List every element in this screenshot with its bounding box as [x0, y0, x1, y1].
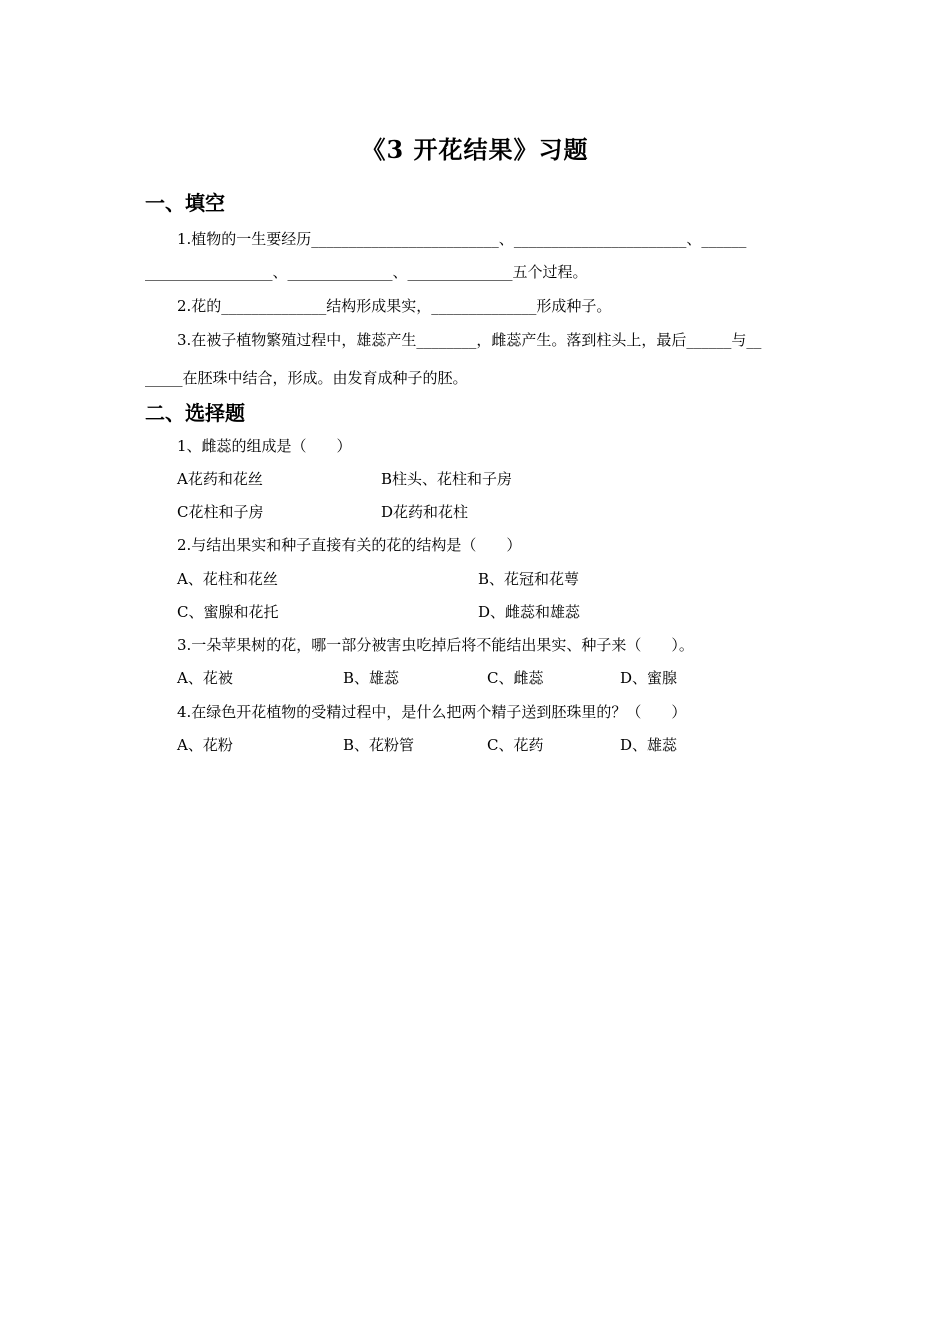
choice-question-1-option-c: C花柱和子房 [177, 503, 264, 521]
choice-question-3-stem: 3.一朵苹果树的花，哪一部分被害虫吃掉后将不能结出果实、种子来（ ）。 [177, 636, 694, 654]
section-heading-fill-blank: 一、填空 [145, 191, 225, 215]
choice-question-4-stem: 4.在绿色开花植物的受精过程中，是什么把两个精子送到胚珠里的？（ ） [177, 703, 687, 721]
fill-question-1-line-2: _________________、______________、______________五个过程。 [145, 263, 588, 281]
choice-question-2-option-a: A、花柱和花丝 [177, 570, 278, 588]
fill-question-3-line-2: _____在胚珠中结合，形成。由发育成种子的胚。 [145, 369, 468, 387]
fill-question-2: 2.花的______________结构形成果实，______________形成种子。 [177, 297, 612, 315]
document-title: 《3 开花结果》习题 [361, 135, 589, 164]
choice-question-3-option-c: C、雌蕊 [487, 669, 544, 687]
section-heading-choice: 二、选择题 [145, 401, 245, 425]
fill-question-1-line-1: 1.植物的一生要经历_________________________、_______________________、______ [177, 230, 747, 248]
choice-question-1-option-a: A花药和花丝 [177, 470, 263, 488]
choice-question-2-stem: 2.与结出果实和种子直接有关的花的结构是（ ） [177, 536, 522, 554]
choice-question-2-option-c: C、蜜腺和花托 [177, 603, 279, 621]
choice-question-1-option-d: D花药和花柱 [381, 503, 469, 521]
choice-question-4-option-c: C、花药 [487, 736, 544, 754]
choice-question-2-option-d: D、雌蕊和雄蕊 [478, 603, 581, 621]
choice-question-1-stem: 1、雌蕊的组成是（ ） [177, 437, 352, 455]
choice-question-3-option-d: D、蜜腺 [620, 669, 678, 687]
choice-question-1-option-b: B柱头、花柱和子房 [381, 470, 513, 488]
choice-question-4-option-a: A、花粉 [177, 736, 233, 754]
choice-question-3-option-b: B、雄蕊 [343, 669, 400, 687]
choice-question-2-option-b: B、花冠和花萼 [478, 570, 580, 588]
choice-question-3-option-a: A、花被 [177, 669, 233, 687]
choice-question-4-option-b: B、花粉管 [343, 736, 415, 754]
choice-question-4-option-d: D、雄蕊 [620, 736, 678, 754]
fill-question-3-line-1: 3.在被子植物繁殖过程中，雄蕊产生________，雌蕊产生。落到柱头上，最后______与__ [177, 331, 762, 349]
